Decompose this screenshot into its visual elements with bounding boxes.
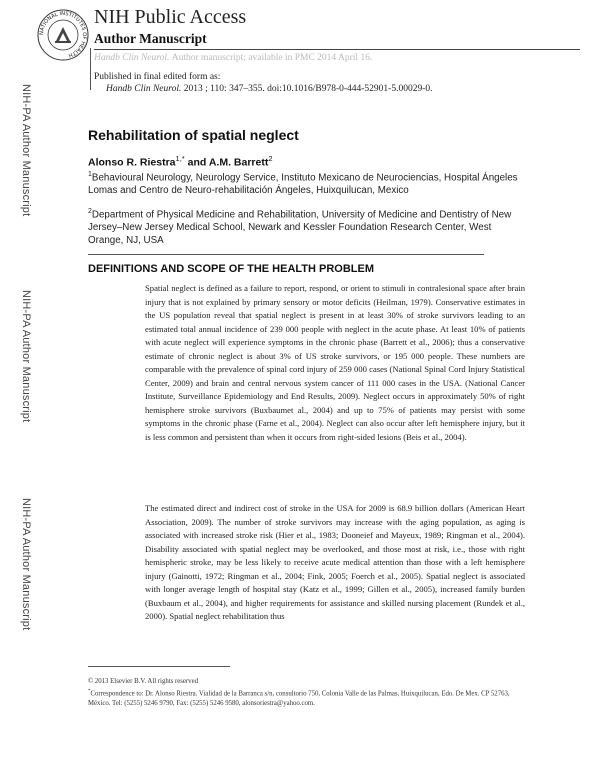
header-citation — [94, 53, 372, 63]
author-list — [88, 154, 273, 169]
side-label-top: NIH-PA Author Manuscript — [20, 84, 32, 217]
header-left-divider — [90, 48, 91, 90]
body-paragraph-2: The estimated direct and indirect cost of stroke in the USA for 2009 is 68.9 billion dollars (American Heart Association, 2009). The number of stroke survivors may increase with the aging population, as aging is associated with increased stroke risk (Hier et al., 1983; Dooneief and Mayeux, 1989; Ringman et al., 2004). Disability associated with spatial neglect may be overlooked, and those most at risk, i.e., those with right hemispheric stroke, may be less likely to receive acute medical attention than those with a left hemisphere injury (Gainotti, 1972; Ringman et al., 2004; Fink, 2005; Foerch et al., 2005). Spatial neglect is associated with longer average length of hospital stay (Katz et al., 1999; Gillen et al., 2005), increased family burden (Buxbaum et al., 2004), and higher requirements for assistance and skilled nursing placement (Rundek et al., 2000). Spatial neglect rehabilitation thus — [145, 503, 525, 622]
author-2-sup: 2 — [268, 154, 273, 163]
correspondence-sup: * — [88, 689, 91, 694]
author-2: A.M. Barrett — [208, 156, 269, 169]
affiliation-1-text: Behavioural Neurology, Neurology Service, Instituto Mexicano de Neurociencias, Hospital Ángeles Lomas and Centro de Neuro-rehabilitación Ángeles, Huixquilucan, Mexico — [88, 172, 518, 197]
logo-ring-text: NATIONAL INSTITUTES OF HEALTH — [38, 10, 88, 59]
publication-journal: Handb Clin Neurol. — [106, 84, 182, 94]
affiliation-1 — [88, 168, 528, 197]
affiliation-1-sup: 1 — [88, 171, 92, 178]
side-label-bottom: NIH-PA Author Manuscript — [20, 498, 32, 631]
publication-citation — [106, 84, 433, 94]
footnote-divider — [88, 666, 230, 667]
author-1-sup: 1,* — [175, 154, 185, 163]
header-subtitle: Author Manuscript — [94, 31, 207, 46]
copyright-notice: © 2013 Elsevier B.V. All rights reserved — [88, 678, 198, 685]
header-title: NIH Public Access — [94, 6, 247, 28]
body-paragraph-1: Spatial neglect is defined as a failure to report, respond, or orient to stimuli in contralesional space after brain injury that is not explained by primary sensory or motor deficits (Heilman, 1979). Conservative estimates in the US population reveal that spatial neglect is present in at least 30% of stroke survivors leading to an estimated total annual incidence of 239 000 people with neglect in the acute phase. At least 10% of patients with acute neglect will experience symptoms in the chronic phase (Barrett et al., 2006); thus a conservative estimate of chronic neglect is about 3% of US stroke survivors, or 195 000 people. These numbers are comparable with the prevalence of spinal cord injury of 259 000 cases (National Spinal Cord Injury Statistical Center, 2009) and brain and central nervous system cancer of 111 000 cases in the USA. (National Cancer Institute, Surveillance Epidemiology and End Results, 2009). Neglect occurs in approximately 50% of right hemisphere stroke survivors (Buxbaumet al., 2004) and up to 75% of patients may persist with some symptoms in the chronic phase (Farne et al., 2004). Neglect can also occur after left hemisphere injury, but it is less common and persistent than when it occurs from right-sided lesions (Beis et al., 2004). — [145, 283, 525, 443]
nih-logo — [36, 8, 90, 62]
side-label-middle: NIH-PA Author Manuscript — [20, 290, 32, 423]
published-label: Published in final edited form as: — [94, 72, 221, 82]
author-1: Alonso R. Riestra — [88, 156, 176, 169]
correspondence-note — [88, 687, 528, 709]
article-title: Rehabilitation of spatial neglect — [88, 127, 299, 143]
affiliation-2 — [88, 205, 528, 247]
section-heading: DEFINITIONS AND SCOPE OF THE HEALTH PROBLEM — [88, 263, 375, 275]
affiliation-2-text: Department of Physical Medicine and Rehabilitation, University of Medicine and Dentistry of New Jersey–New Jersey Medical School, Newark and Kessler Foundation Research Center, West Orange, NJ, USA — [88, 209, 512, 247]
author-conjunction: and — [187, 156, 207, 169]
correspondence-text: Correspondence to: Dr. Alonso Riestra. Vialidad de la Barranca s/n, consultorio 750, Colonia Valle de las Palmas, Huixquilucan, Edo. De Mex. CP 52763, México. Tel: (5255) 5246 9790, Fax: (5255) 5246 9580, alonsoriestra@yahoo.com. — [88, 690, 510, 708]
publication-details: 2013 ; 110: 347–355. doi:10.1016/B978-0-444-52901-5.00029-0. — [183, 84, 433, 94]
header-citation-note: Author manuscript; available in PMC 2014 April 16. — [171, 53, 373, 63]
affiliation-2-sup: 2 — [88, 208, 92, 215]
header-journal: Handb Clin Neurol. — [94, 53, 170, 63]
section-divider — [88, 254, 484, 255]
header-divider — [94, 49, 580, 50]
